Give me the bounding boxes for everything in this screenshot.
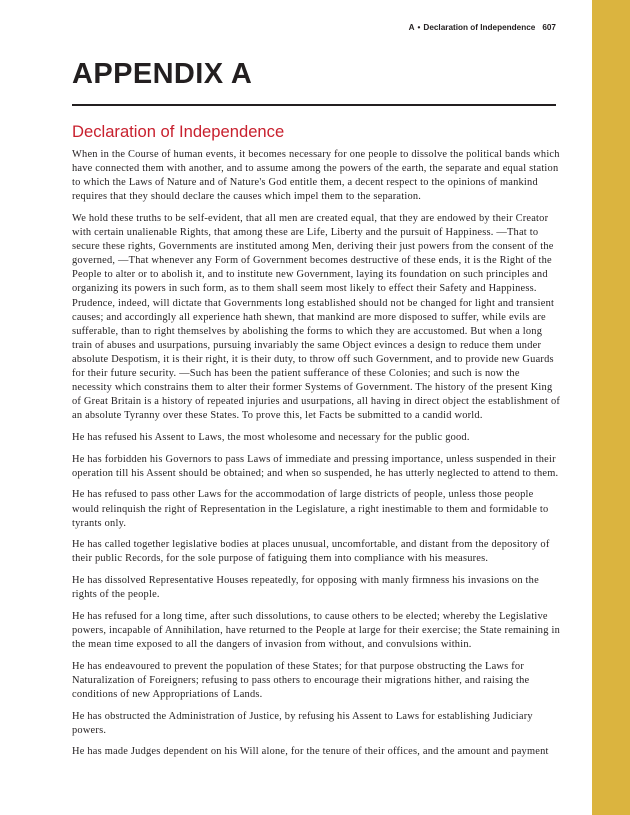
paragraph: When in the Course of human events, it becomes necessary for one people to dissolve the political bands which have connected them with another, and to assume among the powers of the earth, the separate and equal station to which the Laws of Nature and of Nature's God entitle them, a decent respect to the opinions of mankind requires that they should declare the causes which impel them to the separation.	[72, 149, 560, 203]
title-divider	[72, 104, 556, 106]
side-color-bar	[592, 0, 630, 815]
section-heading: Declaration of Independence	[72, 122, 285, 141]
paragraph: He has forbidden his Governors to pass Laws of immediate and pressing importance, unless suspended in their operation till his Assent should be obtained; and when so suspended, he has utterly neglected to attend to them.	[72, 453, 559, 479]
header-section-title: Declaration of Independence	[423, 23, 536, 32]
paragraph: We hold these truths to be self-evident, that all men are created equal, that they are endowed by their Creator with certain unalienable Rights, that among these are Life, Liberty and the pursuit of Happiness. —That to secure these rights, Governments are instituted among Men, deriving their just powers from the consent of the governed, —That whenever any Form of Government becomes destructive of these ends, it is the Right of the People to alter or to abolish it, and to institute new Government, laying its foundation on such principles and organizing its powers in such form, as to them shall seem most likely to effect their Safety and Happiness. Prudence, indeed, will dictate that Governments long established should not be changed for light and transient causes; and accordingly all experience hath shewn, that mankind are more disposed to suffer, while evils are sufferable, than to right themselves by abolishing the forms to which they are accustomed. But when a long train of abuses and usurpations, pursuing invariably the same Object evinces a design to reduce them under absolute Despotism, it is their right, it is their duty, to throw off such Government, and to provide new Guards for their future security. —Such has been the patient sufferance of these Colonies; and such is now the necessity which constrains them to alter their former Systems of Government. The history of the present King of Great Britain is a history of repeated injuries and usurpations, all having in direct object the establishment of an absolute Tyranny over these States. To prove this, let Facts be submitted to a candid world.	[72, 212, 561, 422]
running-header	[409, 23, 556, 32]
paragraph: He has refused to pass other Laws for the accommodation of large districts of people, unless those people would relinquish the right of Representation in the Legislature, a right inestimable to them and formidable to tyrants only.	[72, 489, 549, 529]
page-number: 607	[542, 23, 556, 32]
paragraph: He has dissolved Representative Houses repeatedly, for opposing with manly firmness his invasions on the rights of the people.	[72, 575, 539, 601]
paragraph: He has called together legislative bodies at places unusual, uncomfortable, and distant from the depository of their public Records, for the sole purpose of fatiguing them into compliance with his measures.	[72, 539, 550, 565]
header-appendix-letter: A	[408, 23, 415, 32]
paragraph: He has obstructed the Administration of Justice, by refusing his Assent to Laws for establishing Judiciary powers.	[72, 710, 533, 736]
paragraph: He has refused for a long time, after such dissolutions, to cause others to be elected; whereby the Legislative powers, incapable of Annihilation, have returned to the People at large for their exercise; the State remaining in the mean time exposed to all the dangers of invasion from without, and convulsions within.	[72, 610, 560, 651]
header-bullet: •	[417, 23, 421, 32]
body-text	[72, 148, 562, 767]
appendix-title: APPENDIX A	[72, 58, 253, 90]
paragraph: He has made Judges dependent on his Will alone, for the tenure of their offices, and the amount and payment	[72, 746, 549, 758]
paragraph: He has refused his Assent to Laws, the most wholesome and necessary for the public good.	[72, 431, 470, 443]
paragraph: He has endeavoured to prevent the population of these States; for that purpose obstructing the Laws for Naturalization of Foreigners; refusing to pass others to encourage their migrations hither, and raising the conditions of new Appropriations of Lands.	[72, 660, 530, 700]
